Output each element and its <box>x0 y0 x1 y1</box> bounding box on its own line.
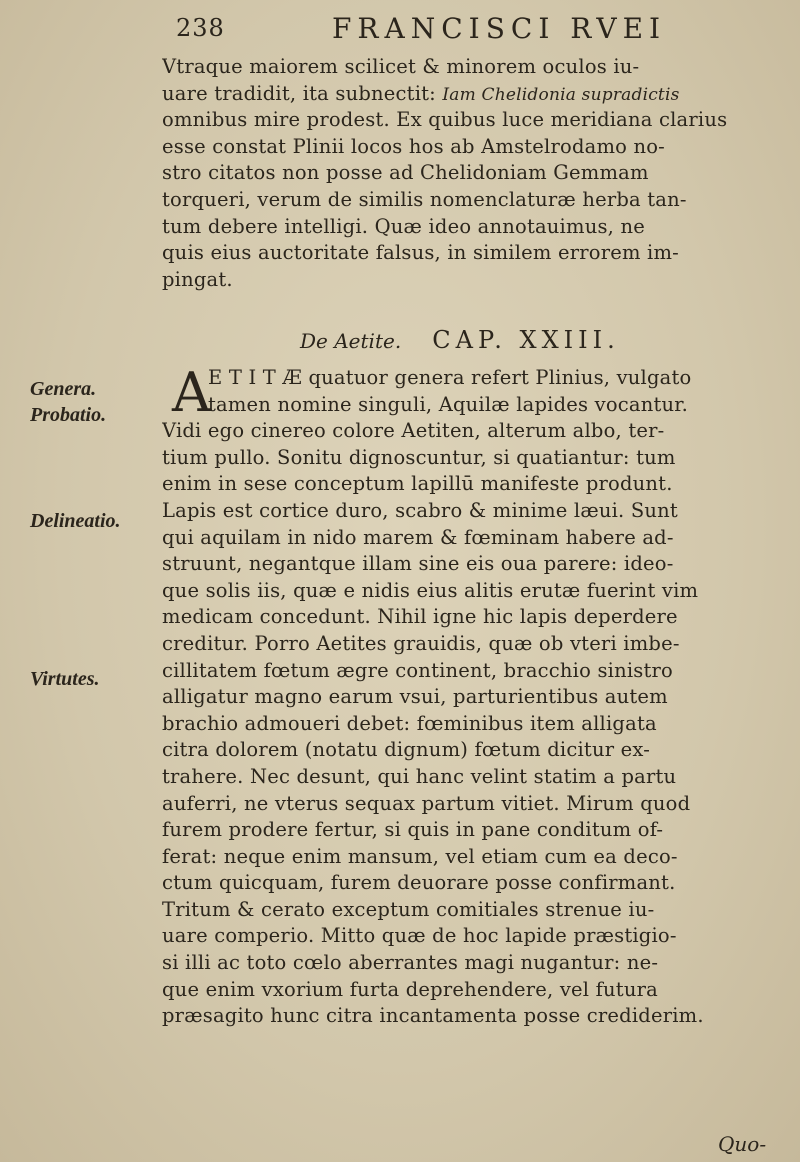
text-line: torqueri, verum de similis nomenclaturæ herba tan- <box>162 187 687 211</box>
text-line: tamen nomine singuli, Aquilæ lapides vocantur. <box>208 392 689 416</box>
text-line: esse constat Plinii locos hos ab Amstelrodamo no- <box>162 134 665 158</box>
drop-capital: A <box>172 361 211 424</box>
chapter-heading <box>300 326 720 362</box>
text-line: quis eius auctoritate falsus, in similem errorem im- <box>162 241 679 265</box>
text-line: enim in sese conceptum lapillū manifeste produnt. <box>162 472 673 496</box>
running-head: FRANCISCI RVEI <box>332 12 667 45</box>
text-line: que enim vxorium furta deprehendere, vel futura <box>162 977 658 1001</box>
text-line: ferat: neque enim mansum, vel etiam cum ea deco- <box>162 844 678 868</box>
text-line: cillitatem fœtum ægre continent, bracchio sinistro <box>162 658 673 682</box>
catchword: Quo- <box>718 1132 767 1156</box>
text-line: omnibus mire prodest. Ex quibus luce meridiana clarius <box>162 108 728 132</box>
text-line: trahere. Nec desunt, qui hanc velint statim a partu <box>162 764 677 788</box>
text-line: præsagito hunc citra incantamenta posse crediderim. <box>162 1004 704 1028</box>
text-line: ctum quicquam, furem deuorare posse confirmant. <box>162 871 676 895</box>
text-line: pingat. <box>162 267 233 291</box>
text-segment: uare tradidit, ita subnectit: <box>162 81 436 105</box>
text-line: si illi ac toto cœlo aberrantes magi nugantur: ne- <box>162 951 659 975</box>
margin-note-virtutes: Virtutes. <box>30 668 100 690</box>
text-line: Vidi ego cinereo colore Aetiten, alterum albo, ter- <box>162 419 665 443</box>
top-text-block <box>162 54 790 293</box>
text-line: tum debere intelligi. Quæ ideo annotauimus, ne <box>162 214 645 238</box>
text-line: furem prodere fertur, si quis in pane conditum of- <box>162 818 664 842</box>
page-header <box>0 8 800 52</box>
text-line: E T I T Æ quatuor genera refert Plinius, vulgato <box>208 366 692 389</box>
text-line: Lapis est cortice duro, scabro & minime læui. Sunt <box>162 498 678 522</box>
text-line: alligatur magno earum vsui, parturientibus autem <box>162 685 668 709</box>
margin-note-genera: Genera. <box>30 378 97 400</box>
text-line: auferri, ne vterus sequax partum vitiet. Mirum quod <box>162 791 691 815</box>
text-line: Vtraque maiorem scilicet & minorem oculos iu- <box>162 55 640 78</box>
text-line: uare comperio. Mitto quæ de hoc lapide præstigio- <box>162 924 677 948</box>
text-line: struunt, negantque illam sine eis oua parere: ideo- <box>162 552 674 576</box>
page-number: 238 <box>176 14 225 42</box>
chapter-text-block <box>162 361 790 1030</box>
margin-note-delineatio: Delineatio. <box>30 510 121 532</box>
text-line: creditur. Porro Aetites grauidis, quæ ob vteri imbe- <box>162 631 680 655</box>
chapter-subtitle: De Aetite. <box>300 329 402 353</box>
italic-quote: Iam Chelidonia supradictis <box>442 84 680 105</box>
text-line: tium pullo. Sonitu dignoscuntur, si quatiantur: tum <box>162 445 676 469</box>
margin-note-probatio: Probatio. <box>30 404 107 426</box>
text-line <box>162 81 790 108</box>
text-line: brachio admoueri debet: fœminibus item alligata <box>162 711 657 735</box>
text-line: que solis iis, quæ e nidis eius alitis erutæ fuerint vim <box>162 578 699 602</box>
chapter-title: CAP. XXIII. <box>432 326 620 354</box>
text-line: Tritum & cerato exceptum comitiales strenue iu- <box>162 897 655 921</box>
text-line: qui aquilam in nido marem & fœminam habere ad- <box>162 525 674 549</box>
text-line: medicam concedunt. Nihil igne hic lapis deperdere <box>162 605 678 629</box>
text-line: citra dolorem (notatu dignum) fœtum dicitur ex- <box>162 738 651 762</box>
text-line: stro citatos non posse ad Chelidoniam Gemmam <box>162 161 649 185</box>
